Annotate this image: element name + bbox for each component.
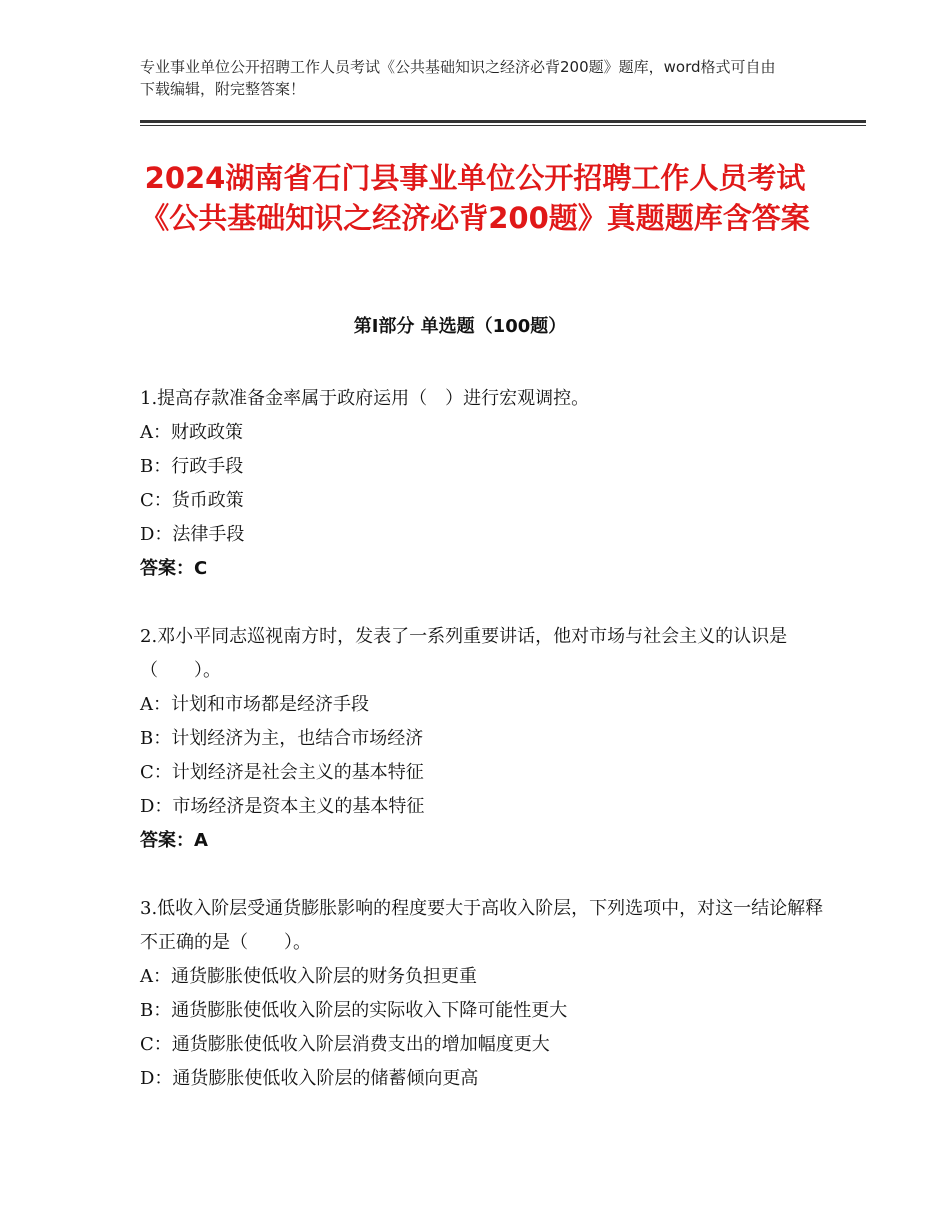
option-b: B：通货膨胀使低收入阶层的实际收入下降可能性更大 bbox=[140, 1000, 568, 1021]
question-stem: 2.邓小平同志巡视南方时，发表了一系列重要讲话，他对市场与社会主义的认识是（ ）。 bbox=[140, 626, 788, 681]
question-list bbox=[140, 382, 830, 1096]
question-stem: 1.提高存款准备金率属于政府运用（ ）进行宏观调控。 bbox=[140, 388, 590, 409]
option-b: B：计划经济为主，也结合市场经济 bbox=[140, 728, 424, 749]
question-1 bbox=[140, 382, 830, 586]
question-spacer bbox=[140, 586, 830, 620]
option-d: D：通货膨胀使低收入阶层的储蓄倾向更高 bbox=[140, 1068, 479, 1089]
option-b: B：行政手段 bbox=[140, 456, 244, 477]
option-c: C：通货膨胀使低收入阶层消费支出的增加幅度更大 bbox=[140, 1034, 550, 1055]
option-d: D：法律手段 bbox=[140, 524, 245, 545]
option-d: D：市场经济是资本主义的基本特征 bbox=[140, 796, 425, 817]
option-a: A：通货膨胀使低收入阶层的财务负担更重 bbox=[140, 966, 477, 987]
answer: 答案：C bbox=[140, 558, 208, 579]
question-2 bbox=[140, 620, 830, 858]
header-divider-thick bbox=[140, 120, 866, 123]
option-c: C：计划经济是社会主义的基本特征 bbox=[140, 762, 424, 783]
section-title: 第Ⅰ部分 单选题（100题） bbox=[353, 316, 567, 337]
header-divider-thin bbox=[140, 125, 866, 126]
question-stem: 3.低收入阶层受通货膨胀影响的程度要大于高收入阶层，下列选项中，对这一结论解释不正确的是（ ）。 bbox=[140, 898, 824, 953]
option-a: A：计划和市场都是经济手段 bbox=[140, 694, 369, 715]
answer: 答案：A bbox=[140, 830, 208, 851]
option-c: C：货币政策 bbox=[140, 490, 244, 511]
header-note: 专业事业单位公开招聘工作人员考试《公共基础知识之经济必背200题》题库，word格式可自由下载编辑，附完整答案！ bbox=[140, 58, 776, 98]
option-a: A：财政政策 bbox=[140, 422, 243, 443]
question-spacer bbox=[140, 858, 830, 892]
question-3 bbox=[140, 892, 830, 1096]
document-title: 2024湖南省石门县事业单位公开招聘工作人员考试《公共基础知识之经济必背200题》真题题库含答案 bbox=[140, 161, 810, 235]
